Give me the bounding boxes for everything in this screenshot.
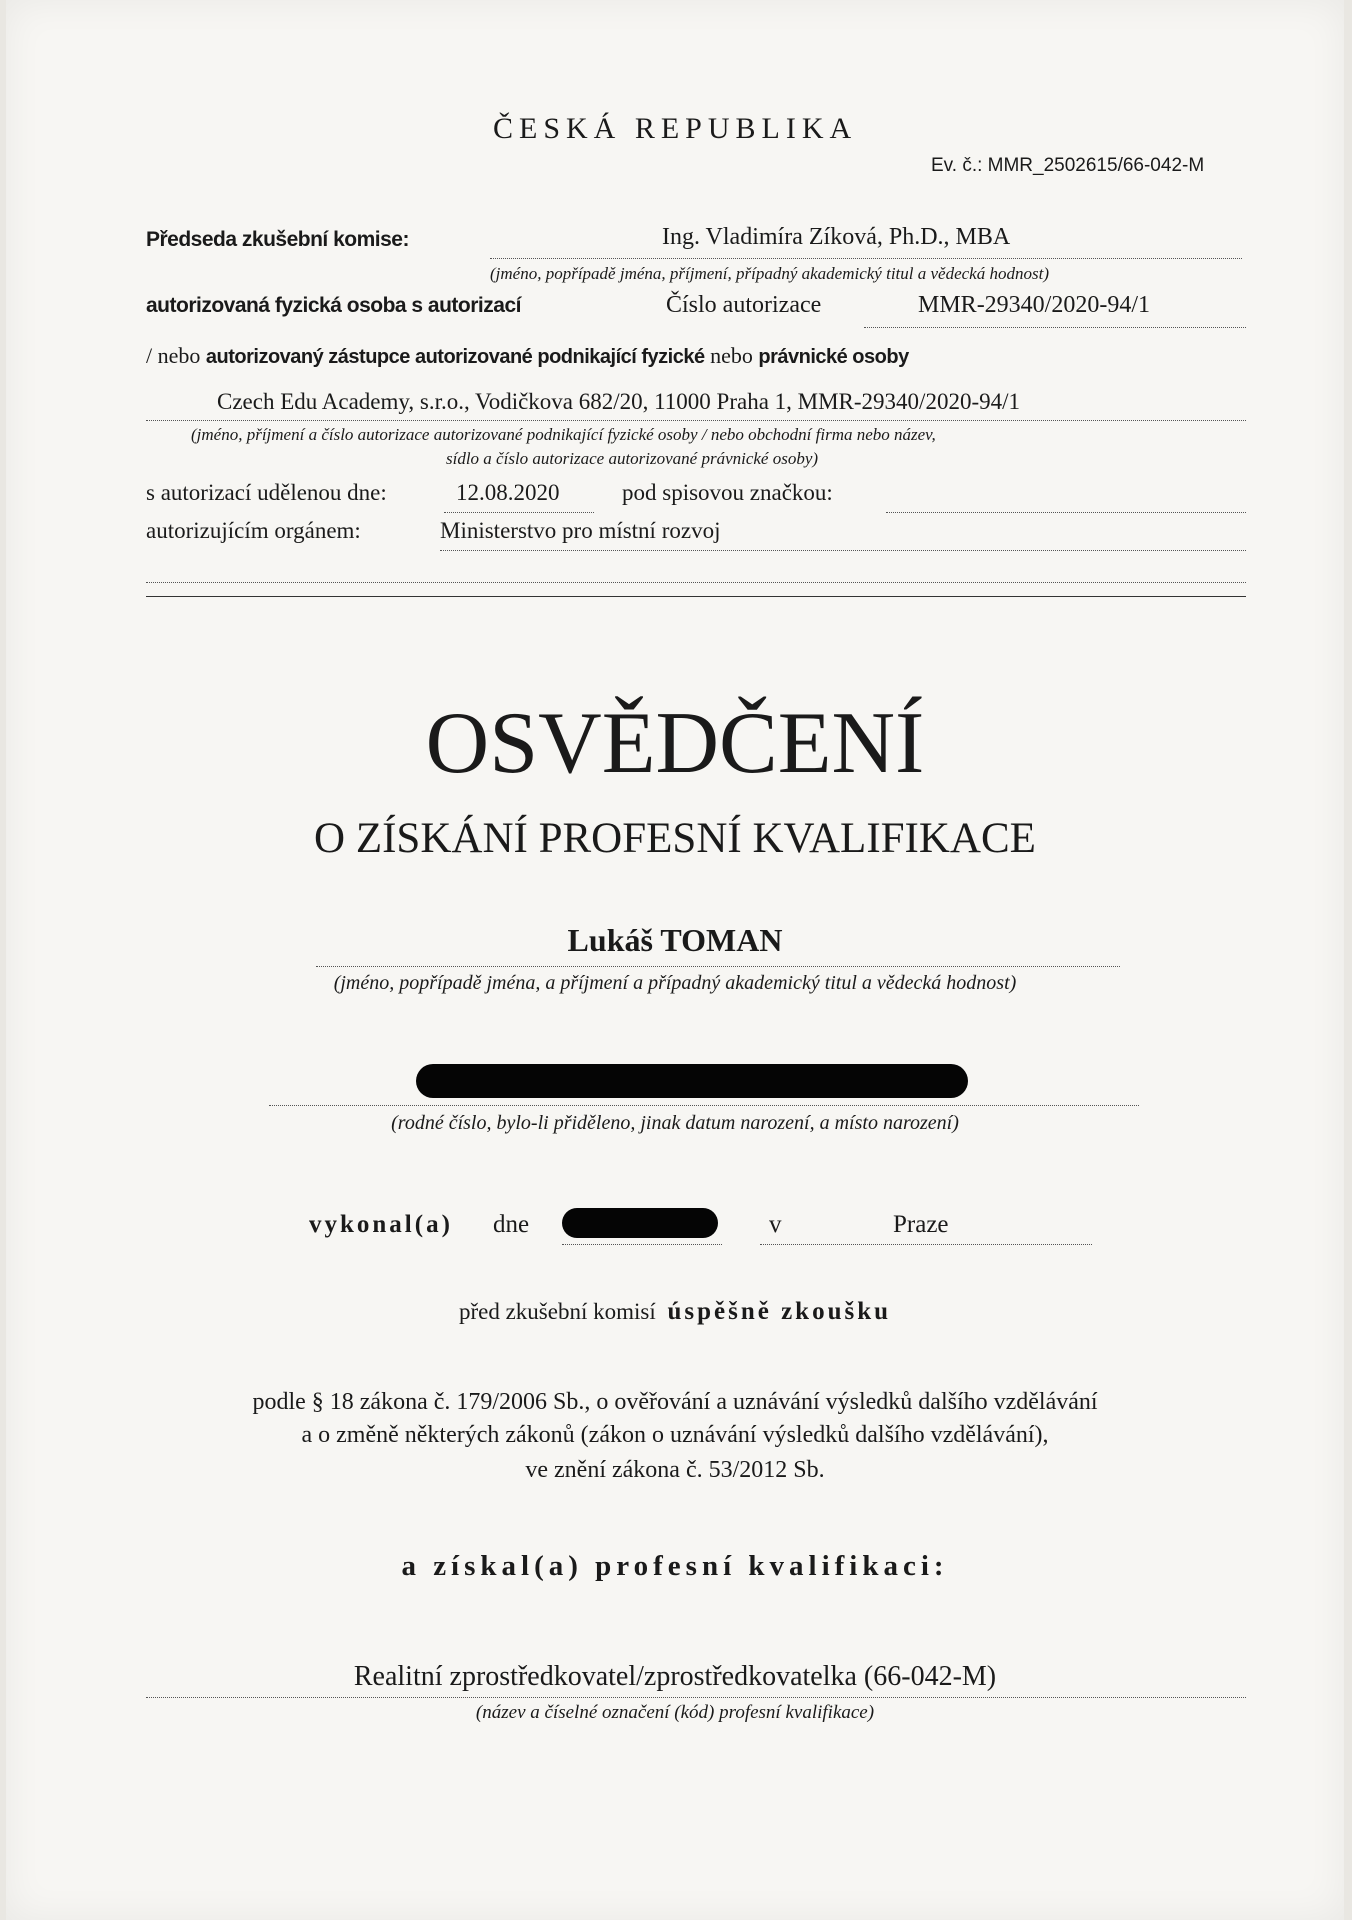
company-hint-2: sídlo a číslo autorizace autorizované právnické osoby) bbox=[446, 449, 819, 468]
law-line-3: ve znění zákona č. 53/2012 Sb. bbox=[525, 1457, 825, 1483]
date-label: dne bbox=[493, 1211, 530, 1238]
chair-hint: (jméno, popřípadě jména, příjmení, případný akademický titul a vědecká hodnost) bbox=[490, 264, 1049, 283]
qualification-name: Realitní zprostředkovatel/zprostředkovatelka (66-042-M) bbox=[353, 1661, 997, 1692]
file-number-dotline bbox=[886, 512, 1246, 513]
performed-label: vykonal(a) bbox=[309, 1211, 453, 1238]
qualification-hint: (název a číselné označení (kód) profesní kvalifikace) bbox=[475, 1702, 875, 1723]
chair-dotline bbox=[490, 258, 1242, 259]
place-name: Praze bbox=[893, 1211, 949, 1238]
law-line-1: podle § 18 zákona č. 179/2006 Sb., o ověřování a uznávání výsledků dalšího vzdělávání bbox=[252, 1389, 1098, 1415]
auth-number-dotline bbox=[864, 327, 1246, 328]
redacted-birth-info bbox=[416, 1064, 968, 1098]
holder-dotline bbox=[316, 966, 1120, 967]
granted-date: 12.08.2020 bbox=[456, 480, 560, 505]
granted-date-dotline bbox=[444, 512, 594, 513]
granted-label: s autorizací udělenou dne: bbox=[146, 480, 387, 505]
holder-name: Lukáš TOMAN bbox=[567, 922, 783, 958]
company-hint-1: (jméno, příjmení a číslo autorizace autorizované podnikající fyzické osoby / nebo obchodní firma nebo název, bbox=[191, 425, 936, 444]
auth-number: MMR-29340/2020-94/1 bbox=[918, 292, 1151, 318]
obtained-heading: a získal(a) profesní kvalifikaci: bbox=[401, 1550, 949, 1582]
country-heading: ČESKÁ REPUBLIKA bbox=[493, 112, 858, 145]
redacted-exam-date bbox=[562, 1208, 718, 1238]
certificate-title: OSVĚDČENÍ bbox=[425, 695, 925, 792]
birth-hint: (rodné číslo, bylo-li přiděleno, jinak datum narození, a místo narození) bbox=[391, 1112, 959, 1134]
rep-mid: nebo bbox=[710, 343, 753, 368]
certificate-subtitle: O ZÍSKÁNÍ PROFESNÍ KVALIFIKACE bbox=[314, 815, 1036, 862]
separator-rule bbox=[146, 596, 1246, 597]
company-details: Czech Edu Academy, s.r.o., Vodičkova 682/20, 11000 Praha 1, MMR-29340/2020-94/1 bbox=[217, 389, 1021, 414]
birth-dotline bbox=[269, 1105, 1139, 1106]
place-label: v bbox=[769, 1211, 782, 1238]
rep-bold-1: autorizovaný zástupce autorizované podnikající fyzické bbox=[205, 346, 705, 368]
holder-hint: (jméno, popřípadě jména, a příjmení a případný akademický titul a vědecká hodnost) bbox=[333, 972, 1017, 994]
auth-person-label: autorizovaná fyzická osoba s autorizací bbox=[146, 294, 521, 317]
evidence-number: Ev. č.: MMR_2502615/66-042-M bbox=[931, 155, 1205, 176]
auth-number-label: Číslo autorizace bbox=[666, 292, 822, 318]
exam-prefix: před zkušební komisí bbox=[458, 1299, 656, 1324]
exam-line bbox=[6, 1298, 1344, 1326]
authority-dotline bbox=[440, 550, 1246, 551]
exam-result: úspěšně zkoušku bbox=[667, 1298, 892, 1325]
company-dotline bbox=[146, 420, 1246, 421]
rep-bold-2: právnické osoby bbox=[758, 346, 909, 368]
qualification-dotline bbox=[146, 1697, 1246, 1698]
place-dotline bbox=[760, 1244, 1092, 1245]
date-dotline bbox=[562, 1244, 722, 1245]
representative-line bbox=[146, 343, 909, 369]
rep-prefix: / nebo bbox=[146, 343, 201, 368]
authority-name: Ministerstvo pro místní rozvoj bbox=[440, 518, 721, 543]
chair-label: Předseda zkušební komise: bbox=[146, 228, 409, 251]
law-line-2: a o změně některých zákonů (zákon o uznávání výsledků dalšího vzdělávání), bbox=[301, 1422, 1049, 1448]
certificate-page bbox=[6, 0, 1344, 1920]
chair-name: Ing. Vladimíra Zíková, Ph.D., MBA bbox=[662, 224, 1011, 250]
authority-label: autorizujícím orgánem: bbox=[146, 518, 361, 543]
separator-dotline bbox=[146, 582, 1246, 583]
file-label: pod spisovou značkou: bbox=[622, 480, 833, 505]
